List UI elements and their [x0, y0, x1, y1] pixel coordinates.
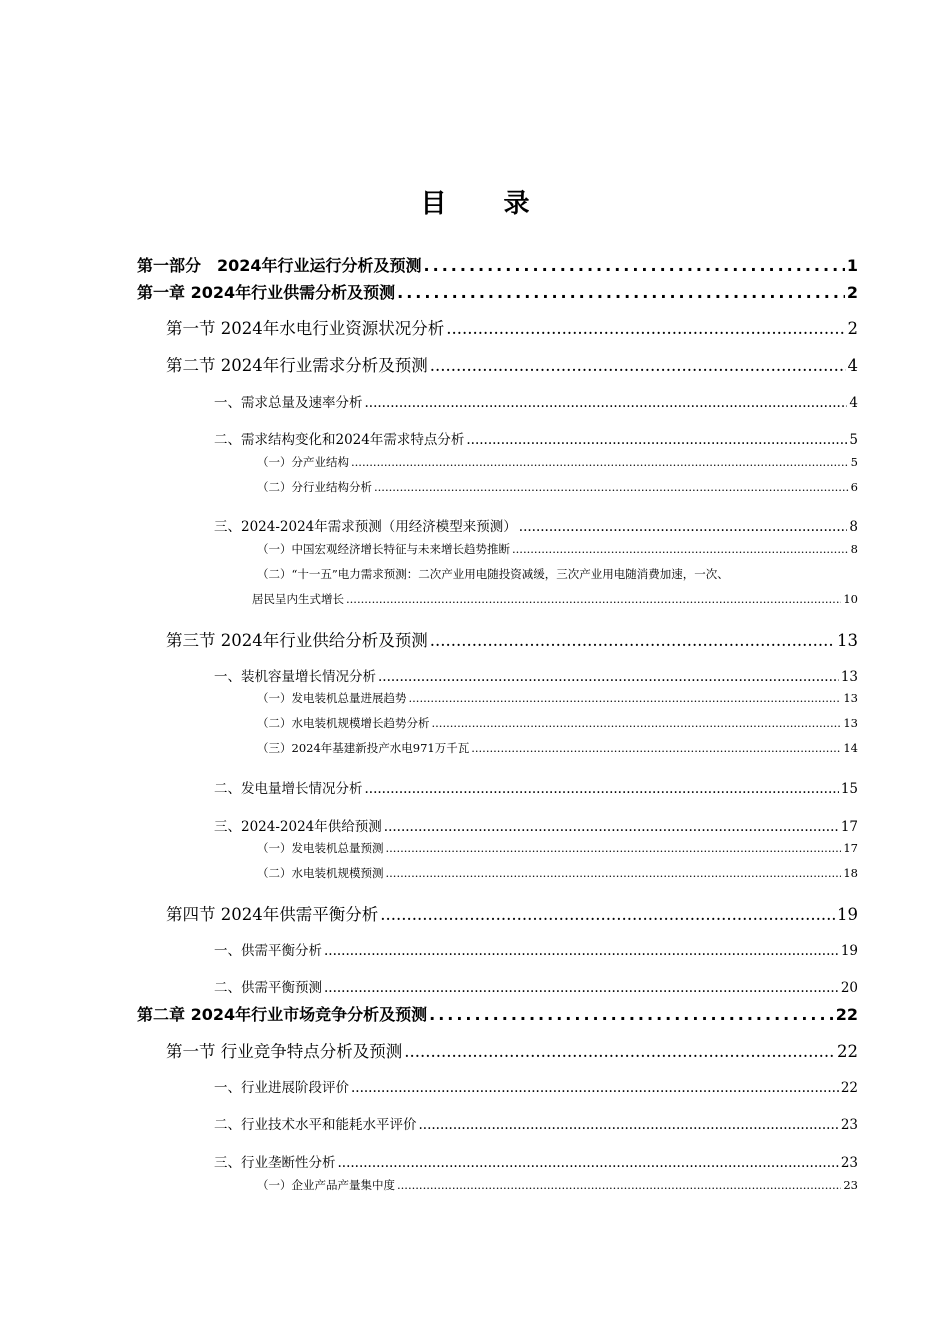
dot-leader: [446, 319, 845, 338]
page-title: 目 录: [420, 189, 554, 219]
toc-entry-page: 2: [847, 319, 858, 338]
toc-entry-item[interactable]: [257, 1177, 858, 1193]
toc-entry-label: 第二节 2024年行业需求分析及预测: [166, 356, 428, 375]
toc-entry-item[interactable]: [257, 479, 858, 495]
toc-entry-page: 13: [837, 631, 858, 650]
toc-entry-label: 一、装机容量增长情况分析: [214, 669, 376, 685]
dot-leader: [424, 256, 845, 275]
dot-leader: [346, 592, 841, 606]
toc-entry-subsection[interactable]: [214, 1076, 858, 1096]
toc-entry-label: 三、2024-2024年供给预测: [214, 819, 382, 835]
toc-entry-page: 13: [843, 716, 858, 730]
toc-entry-page: 4: [847, 356, 858, 375]
toc-entry-chapter-1[interactable]: [137, 280, 858, 303]
toc-entry-page: 5: [850, 455, 858, 469]
toc-entry-section[interactable]: [166, 352, 858, 376]
toc-entry-part-1[interactable]: [137, 253, 858, 276]
toc-entry-page: 13: [843, 691, 858, 705]
dot-leader: [419, 1117, 839, 1133]
dot-leader: [374, 480, 849, 494]
dot-leader: [409, 691, 842, 705]
toc-entry-label: 第一节 行业竞争特点分析及预测: [166, 1042, 403, 1061]
toc-entry-section[interactable]: [166, 315, 858, 339]
toc-entry-subsection[interactable]: [214, 665, 858, 685]
toc-entry-subsection[interactable]: [214, 391, 858, 411]
toc-entry-page: 2: [846, 283, 858, 302]
toc-entry-label: 第一章 2024年行业供需分析及预测: [137, 283, 396, 302]
dot-leader: [384, 819, 839, 835]
toc-entry-label: （一）发电装机总量进展趋势: [257, 691, 407, 705]
toc-entry-label: （一）企业产品产量集中度: [257, 1178, 395, 1192]
dot-leader: [365, 395, 848, 411]
toc-entry-section[interactable]: [166, 1038, 858, 1062]
toc-entry-page: 18: [843, 866, 858, 880]
toc-entry-label: （二）水电装机规模增长趋势分析: [257, 716, 430, 730]
toc-entry-page: 17: [843, 841, 858, 855]
toc-entry-page: 8: [849, 519, 858, 535]
toc-entry-page: 19: [837, 905, 858, 924]
toc-entry-label: 一、行业进展阶段评价: [214, 1080, 349, 1096]
toc-entry-label: 第三节 2024年行业供给分析及预测: [166, 631, 428, 650]
toc-entry-page: 23: [843, 1178, 858, 1192]
toc-entry-label: （二）分行业结构分析: [257, 480, 372, 494]
toc-entry-page: 17: [840, 819, 858, 835]
toc-entry-section[interactable]: [166, 627, 858, 651]
toc-entry-item[interactable]: [257, 690, 858, 706]
toc-entry-label: 三、行业垄断性分析: [214, 1155, 336, 1171]
toc-entry-item[interactable]: [252, 591, 858, 607]
toc-entry-item-line1[interactable]: （二）“十一五”电力需求预测：二次产业用电随投资减缓，三次产业用电随消费加速，一次、: [257, 567, 729, 581]
dot-leader: [324, 943, 839, 959]
dot-leader: [380, 905, 835, 924]
toc-entry-label: 一、需求总量及速率分析: [214, 395, 363, 411]
dot-leader: [429, 1005, 834, 1024]
toc-entry-subsection[interactable]: [214, 1151, 858, 1171]
toc-entry-item[interactable]: [257, 541, 858, 557]
toc-entry-item[interactable]: [257, 454, 858, 470]
toc-entry-chapter-2[interactable]: [137, 1002, 858, 1025]
dot-leader: [338, 1155, 839, 1171]
toc-entry-section[interactable]: [166, 901, 858, 925]
dot-leader: [430, 356, 846, 375]
dot-leader: [386, 866, 842, 880]
toc-entry-label: （二）水电装机规模预测: [257, 866, 384, 880]
toc-entry-page: 10: [843, 592, 858, 606]
dot-leader: [519, 519, 848, 535]
toc-entry-subsection[interactable]: [214, 815, 858, 835]
toc-entry-subsection[interactable]: [214, 976, 858, 996]
toc-entry-label: 居民呈内生式增长: [252, 592, 344, 606]
toc-entry-label: 第一节 2024年水电行业资源状况分析: [166, 319, 445, 338]
toc-entry-item[interactable]: [257, 865, 858, 881]
toc-entry-page: 20: [840, 980, 858, 996]
toc-entry-page: 4: [849, 395, 858, 411]
toc-entry-page: 19: [840, 943, 858, 959]
toc-entry-label: （三）2024年基建新投产水电971万千瓦: [257, 741, 470, 755]
toc-entry-label: 第一部分 2024年行业运行分析及预测: [137, 256, 422, 275]
toc-entry-subsection[interactable]: [214, 777, 858, 797]
toc-entry-subsection[interactable]: [214, 515, 858, 535]
toc-entry-page: 15: [840, 781, 858, 797]
toc-entry-label: 二、行业技术水平和能耗水平评价: [214, 1117, 417, 1133]
dot-leader: [397, 1178, 841, 1192]
dot-leader: [466, 432, 847, 448]
toc-entry-item[interactable]: [257, 740, 858, 756]
toc-entry-label: 一、供需平衡分析: [214, 943, 322, 959]
dot-leader: [378, 669, 839, 685]
toc-entry-label: 第四节 2024年供需平衡分析: [166, 905, 379, 924]
toc-entry-label: （一）发电装机总量预测: [257, 841, 384, 855]
dot-leader: [430, 631, 835, 650]
dot-leader: [351, 455, 849, 469]
toc-entry-label: （一）中国宏观经济增长特征与未来增长趋势推断: [257, 542, 510, 556]
dot-leader: [365, 781, 839, 797]
dot-leader: [351, 1080, 839, 1096]
dot-leader: [471, 741, 841, 755]
dot-leader: [386, 841, 842, 855]
dot-leader: [512, 542, 849, 556]
toc-entry-item[interactable]: [257, 840, 858, 856]
toc-entry-label: 三、2024-2024年需求预测（用经济模型来预测）: [214, 519, 517, 535]
toc-entry-page: 6: [850, 480, 858, 494]
toc-entry-label: 二、发电量增长情况分析: [214, 781, 363, 797]
toc-entry-item[interactable]: [257, 715, 858, 731]
toc-entry-label: （一）分产业结构: [257, 455, 349, 469]
toc-entry-subsection[interactable]: [214, 1113, 858, 1133]
toc-entry-page: 8: [850, 542, 858, 556]
toc-entry-label: 二、需求结构变化和2024年需求特点分析: [214, 432, 465, 448]
toc-entry-page: 23: [840, 1117, 858, 1133]
dot-leader: [397, 283, 845, 302]
toc-entry-page: 22: [837, 1042, 858, 1061]
toc-entry-label: 第二章 2024年行业市场竞争分析及预测: [137, 1005, 428, 1024]
toc-entry-page: 14: [843, 741, 858, 755]
toc-entry-page: 23: [840, 1155, 858, 1171]
toc-entry-subsection[interactable]: [214, 428, 858, 448]
dot-leader: [404, 1042, 835, 1061]
dot-leader: [324, 980, 839, 996]
toc-entry-page: 13: [840, 669, 858, 685]
toc-entry-label: 二、供需平衡预测: [214, 980, 322, 996]
dot-leader: [432, 716, 842, 730]
toc-entry-page: 22: [840, 1080, 858, 1096]
toc-entry-subsection[interactable]: [214, 939, 858, 959]
toc-entry-page: 5: [849, 432, 858, 448]
toc-entry-page: 1: [846, 256, 858, 275]
toc-entry-page: 22: [835, 1005, 858, 1024]
